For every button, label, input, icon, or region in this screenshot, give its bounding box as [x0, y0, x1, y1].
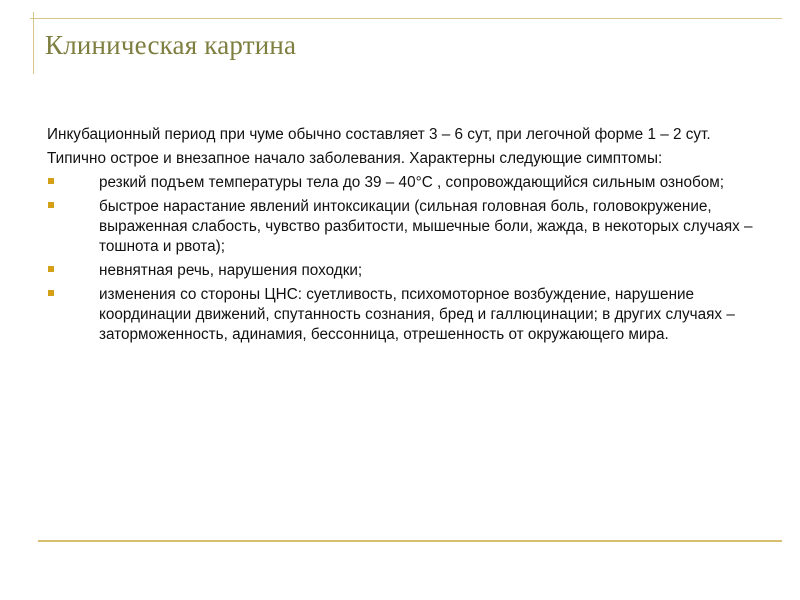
square-bullet-icon [48, 178, 54, 184]
list-item [47, 173, 757, 193]
square-bullet-icon [48, 266, 54, 272]
left-divider-line [33, 12, 34, 74]
bullet-text: изменения со стороны ЦНС: суетливость, психомоторное возбуждение, нарушение координации движений, спутанность сознания, бред и галлюцинации; в других случаях – заторможенность, адинамия, бессонница, отрешенность от окружающего мира. [99, 286, 735, 343]
paragraph-incubation: Инкубационный период при чуме обычно составляет 3 – 6 сут, при легочной форме 1 – 2 сут. [47, 126, 711, 143]
list-item [47, 285, 757, 345]
list-item [47, 197, 757, 257]
bullet-text: резкий подъем температуры тела до 39 – 40°С , сопровождающийся сильным ознобом; [99, 174, 725, 191]
bullet-text: быстрое нарастание явлений интоксикации (сильная головная боль, головокружение, выраженная слабость, чувство разбитости, мышечные боли, жажда, в некоторых случаях – тошнота и рвота); [99, 198, 753, 255]
square-bullet-icon [48, 290, 54, 296]
list-item [47, 261, 757, 281]
bullet-text: невнятная речь, нарушения походки; [99, 262, 363, 279]
slide-content [47, 125, 757, 349]
top-divider-line [30, 18, 782, 19]
bottom-divider-line [38, 540, 782, 542]
square-bullet-icon [48, 202, 54, 208]
slide-title: Клиническая картина [45, 30, 297, 60]
paragraph-onset: Типично острое и внезапное начало заболевания. Характерны следующие симптомы: [47, 150, 663, 167]
